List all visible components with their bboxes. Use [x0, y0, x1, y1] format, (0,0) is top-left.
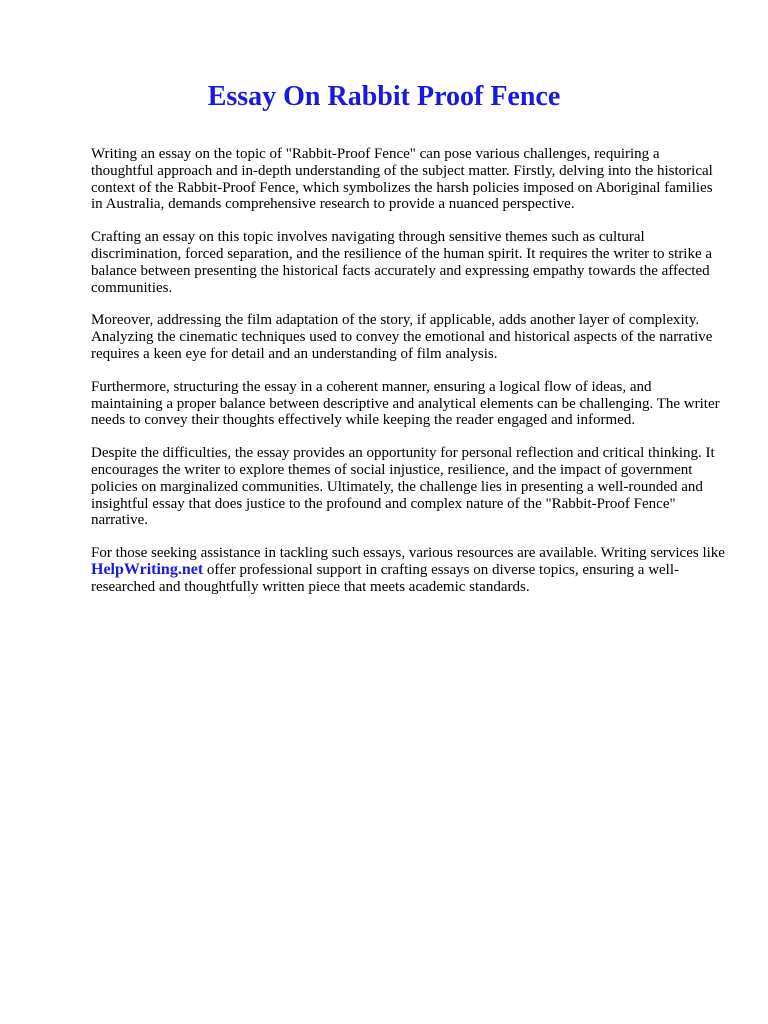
paragraph-1: Writing an essay on the topic of "Rabbit-Proof Fence" can pose various challenges, requiring a thoughtful approach and in-depth understanding of the subject matter. Firstly, delving into the historical context of the Rabbit-Proof Fence, which symbolizes the harsh policies imposed on Aboriginal families in Australia, demands comprehensive research to provide a nuanced perspective.: [91, 146, 713, 213]
paragraph-6-before-link: For those seeking assistance in tackling such essays, various resources are available. Writing services like: [91, 545, 725, 562]
paragraph-5: Despite the difficulties, the essay provides an opportunity for personal reflection and critical thinking. It encourages the writer to explore themes of social injustice, resilience, and the impact of government policies on marginalized communities. Ultimately, the challenge lies in presenting a well-rounded and insightful essay that does justice to the profound and complex nature of the "Rabbit-Proof Fence" narrative.: [91, 445, 715, 529]
paragraph-2: Crafting an essay on this topic involves navigating through sensitive themes such as cultural discrimination, forced separation, and the resilience of the human spirit. It requires the writer to strike a balance between presenting the historical facts accurately and expressing empathy towards the affected communities.: [91, 229, 713, 296]
essay-body: [91, 146, 725, 612]
paragraph-6: [91, 545, 725, 595]
page-title: Essay On Rabbit Proof Fence: [207, 81, 561, 112]
helpwriting-link[interactable]: HelpWriting.net: [91, 560, 204, 578]
paragraph-4: Furthermore, structuring the essay in a coherent manner, ensuring a logical flow of ideas, and maintaining a proper balance between descriptive and analytical elements can be challenging. The writer needs to convey their thoughts effectively while keeping the reader engaged and informed.: [91, 378, 720, 429]
paragraph-3: Moreover, addressing the film adaptation of the story, if applicable, adds another layer of complexity. Analyzing the cinematic techniques used to convey the emotional and historical aspects of the narrative requires a keen eye for detail and an understanding of film analysis.: [91, 312, 713, 362]
paragraph-6-after-link: offer professional support in crafting essays on diverse topics, ensuring a well-researched and thoughtfully written piece that meets academic standards.: [91, 561, 680, 595]
